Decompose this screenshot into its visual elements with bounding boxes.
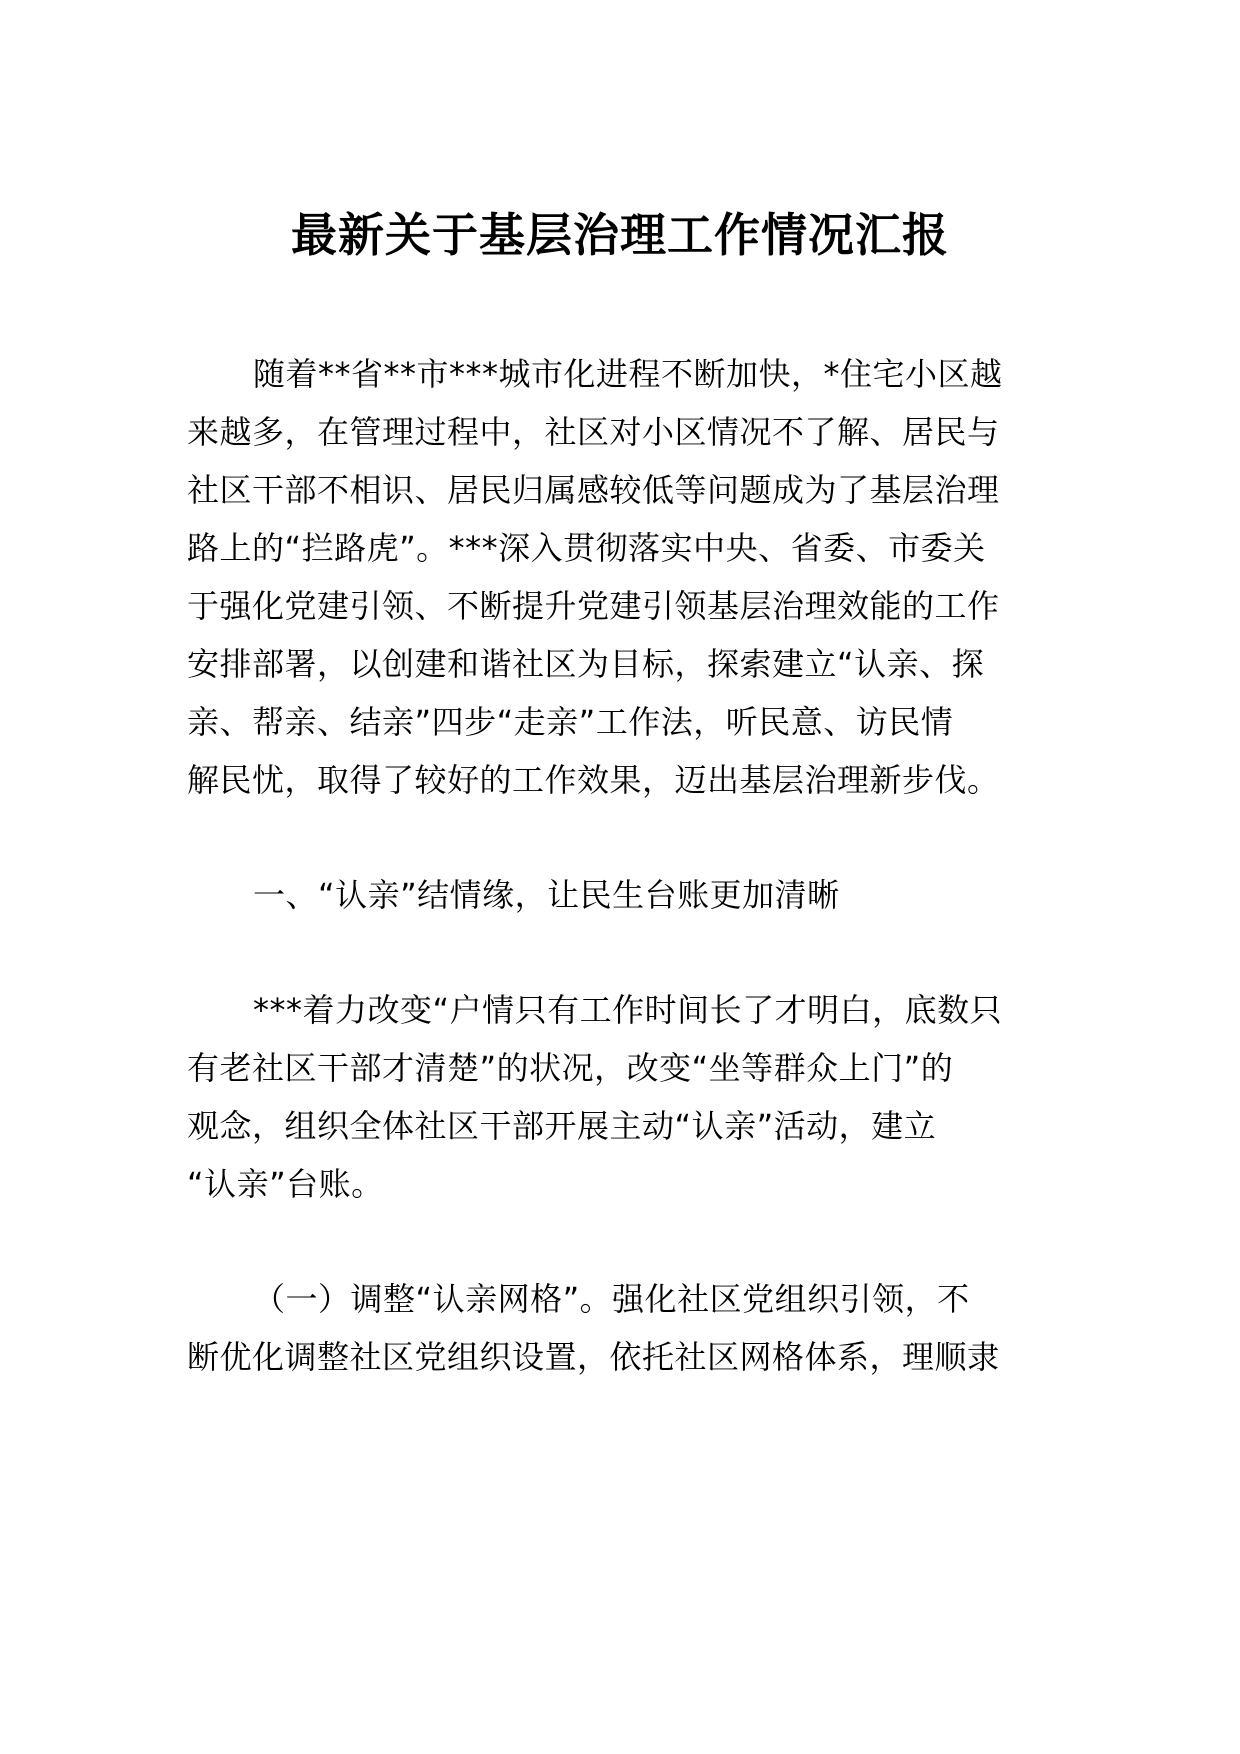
paragraph-2-line-3: 观念，组织全体社区干部开展主动“认亲”活动，建立 xyxy=(187,1107,937,1145)
paragraph-1-line-7: 亲、帮亲、结亲”四步“走亲”工作法，听民意、访民情 xyxy=(187,703,954,741)
paragraph-3-line-1: （一）调整“认亲网格”。强化社区党组织引领，不 xyxy=(253,1280,970,1318)
paragraph-1-line-2: 来越多，在管理过程中，社区对小区情况不了解、居民与 xyxy=(187,413,1000,451)
paragraph-1-line-4: 路上的“拦路虎”。***深入贯彻落实中央、省委、市委关 xyxy=(187,529,986,567)
paragraph-2-line-2: 有老社区干部才清楚”的状况，改变“坐等群众上门”的 xyxy=(187,1049,954,1087)
section-heading-1: 一、“认亲”结情缘，让民生台账更加清晰 xyxy=(253,876,840,914)
paragraph-1-line-5: 于强化党建引领、不断提升党建引领基层治理效能的工作 xyxy=(187,587,1000,625)
paragraph-2-line-4: “认亲”台账。 xyxy=(187,1165,384,1203)
paragraph-1-line-8: 解民忧，取得了较好的工作效果，迈出基层治理新步伐。 xyxy=(187,761,1000,799)
document-title: 最新关于基层治理工作情况汇报 xyxy=(291,208,949,262)
paragraph-1-line-1: 随着**省**市***城市化进程不断加快，*住宅小区越 xyxy=(253,355,1003,393)
paragraph-1-line-6: 安排部署，以创建和谐社区为目标，探索建立“认亲、探 xyxy=(187,645,985,683)
paragraph-1-line-3: 社区干部不相识、居民归属感较低等问题成为了基层治理 xyxy=(187,471,1000,509)
paragraph-3-line-2: 断优化调整社区党组织设置，依托社区网格体系，理顺隶 xyxy=(187,1338,1000,1376)
paragraph-2-line-1: ***着力改变“户情只有工作时间长了才明白，底数只 xyxy=(253,991,1003,1029)
